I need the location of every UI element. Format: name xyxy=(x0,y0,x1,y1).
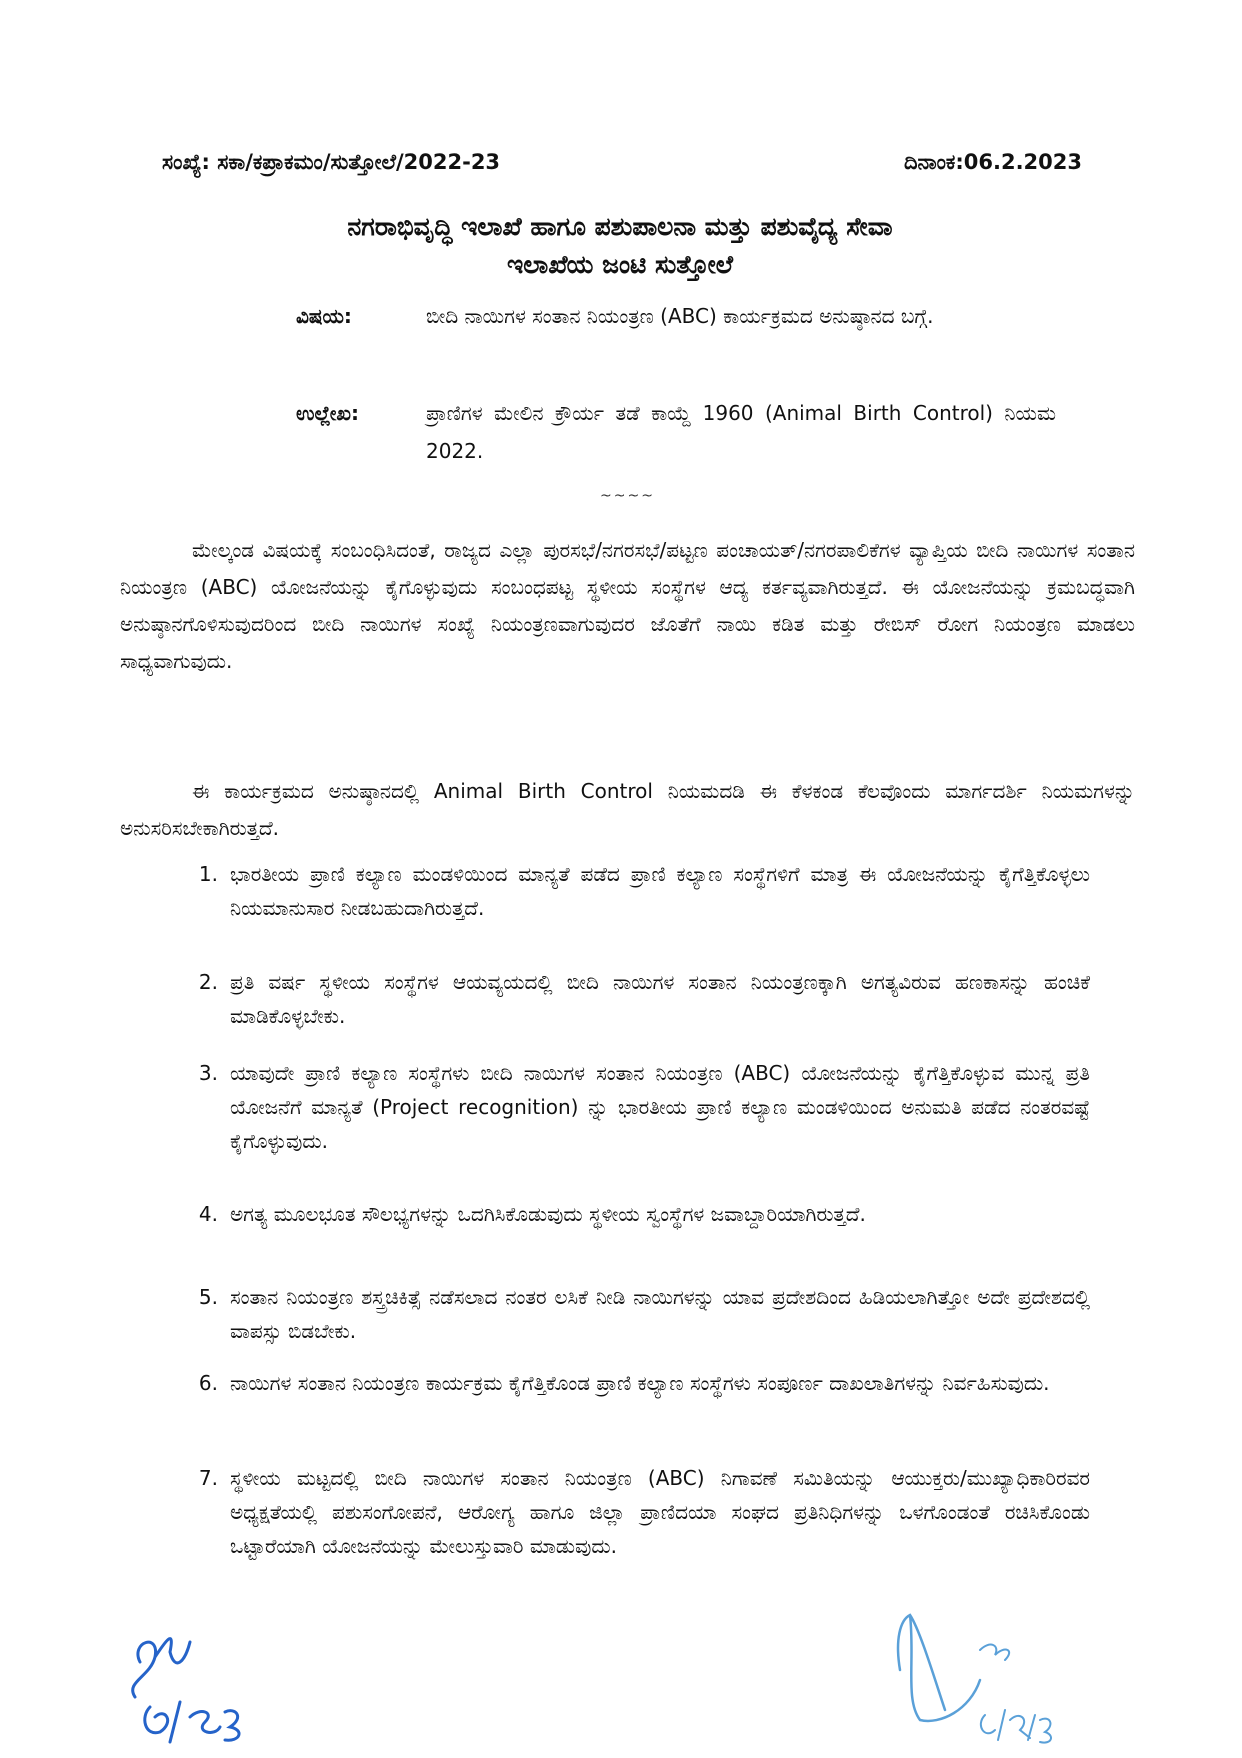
list-item-text: ಯಾವುದೇ ಪ್ರಾಣಿ ಕಲ್ಯಾಣ ಸಂಸ್ಥೆಗಳು ಬೀದಿ ನಾಯಿಗಳ ಸಂತಾನ ನಿಯಂತ್ರಣ (ABC) ಯೋಜನೆಯನ್ನು ಕೈಗೆತ್ತಿಕೊಳ್ಳುವ ಮುನ್ನ ಪ್ರತಿ ಯೋಜನೆಗೆ ಮಾನ್ಯತೆ (Project recognition) ನ್ನು ಭಾರತೀಯ ಪ್ರಾಣಿ ಕಲ್ಯಾಣ ಮಂಡಳಿಯಿಂದ ಅನುಮತಿ ಪಡೆದ ನಂತರವಷ್ಟೆ ಕೈಗೊಳ್ಳುವುದು. xyxy=(230,1061,1090,1153)
separator: ~~~~ xyxy=(600,488,655,504)
list-item-number: 5. xyxy=(198,1285,218,1309)
left-signature xyxy=(120,1622,260,1752)
circular-title xyxy=(150,208,1090,284)
reference-label: ಉಲ್ಲೇಖ: xyxy=(296,401,359,425)
paragraph-1: ಮೇಲ್ಕಂಡ ವಿಷಯಕ್ಕೆ ಸಂಬಂಧಿಸಿದಂತೆ, ರಾಜ್ಯದ ಎಲ್ಲಾ ಪುರಸಭೆ/ನಗರಸಭೆ/ಪಟ್ಟಣ ಪಂಚಾಯತ್/ನಗರಪಾಲಿಕೆಗಳ ವ್ಯಾಪ್ತಿಯ ಬೀದಿ ನಾಯಿಗಳ ಸಂತಾನ ನಿಯಂತ್ರಣ (ABC) ಯೋಜನೆಯನ್ನು ಕೈಗೊಳ್ಳುವುದು ಸಂಬಂಧಪಟ್ಟ ಸ್ಥಳೀಯ ಸಂಸ್ಥೆಗಳ ಆದ್ಯ ಕರ್ತವ್ಯವಾಗಿರುತ್ತದೆ. ಈ ಯೋಜನೆಯನ್ನು ಕ್ರಮಬದ್ಧವಾಗಿ ಅನುಷ್ಠಾನಗೊಳಿಸುವುದರಿಂದ ಬೀದಿ ನಾಯಿಗಳ ಸಂಖ್ಯೆ ನಿಯಂತ್ರಣವಾಗುವುದರ ಜೊತೆಗೆ ನಾಯಿ ಕಡಿತ ಮತ್ತು ರೇಬಿಸ್ ರೋಗ ನಿಯಂತ್ರಣ ಮಾಡಲು ಸಾಧ್ಯವಾಗುವುದು. xyxy=(120,538,1135,673)
list-item-number: 1. xyxy=(198,862,218,886)
list-item xyxy=(150,1056,1090,1158)
list-item-number: 6. xyxy=(198,1371,218,1395)
right-signature xyxy=(880,1600,1080,1750)
list-item xyxy=(150,857,1090,925)
list-item xyxy=(150,965,1090,1033)
list-item xyxy=(150,1280,1090,1348)
list-item-number: 3. xyxy=(198,1061,218,1085)
list-item xyxy=(150,1197,1090,1231)
subject-text: ಬೀದಿ ನಾಯಿಗಳ ಸಂತಾನ ನಿಯಂತ್ರಣ (ABC) ಕಾರ್ಯಕ್ರಮದ ಅನುಷ್ಠಾನದ ಬಗ್ಗೆ. xyxy=(426,304,934,328)
list-item-text: ಅಗತ್ಯ ಮೂಲಭೂತ ಸೌಲಭ್ಯಗಳನ್ನು ಒದಗಿಸಿಕೊಡುವುದು ಸ್ಥಳೀಯ ಸ್ವಂಸ್ಥೆಗಳ ಜವಾಬ್ದಾರಿಯಾಗಿರುತ್ತದೆ. xyxy=(230,1202,866,1226)
list-item xyxy=(150,1366,1090,1400)
list-item-number: 7. xyxy=(198,1466,218,1490)
reference-number: ಸಂಖ್ಯೆ: ಸಕಾ/ಕಪ್ರಾಕಮಂ/ಸುತ್ತೋಲೆ/2022-23 xyxy=(162,150,501,174)
list-item-text: ಪ್ರತಿ ವರ್ಷ ಸ್ಥಳೀಯ ಸಂಸ್ಥೆಗಳ ಆಯವ್ಯಯದಲ್ಲಿ ಬೀದಿ ನಾಯಿಗಳ ಸಂತಾನ ನಿಯಂತ್ರಣಕ್ಕಾಗಿ ಅಗತ್ಯವಿರುವ ಹಣಕಾಸನ್ನು ಹಂಚಿಕೆ ಮಾಡಿಕೊಳ್ಳಬೇಕು. xyxy=(230,970,1090,1028)
list-item-text: ಸಂತಾನ ನಿಯಂತ್ರಣ ಶಸ್ತ್ರಚಿಕಿತ್ಸೆ ನಡೆಸಲಾದ ನಂತರ ಲಸಿಕೆ ನೀಡಿ ನಾಯಿಗಳನ್ನು ಯಾವ ಪ್ರದೇಶದಿಂದ ಹಿಡಿಯಲಾಗಿತ್ತೋ ಅದೇ ಪ್ರದೇಶದಲ್ಲಿ ವಾಪಸ್ಸು ಬಿಡಬೇಕು. xyxy=(230,1285,1090,1343)
reference-block xyxy=(296,394,1056,470)
subject-block xyxy=(296,297,1056,335)
header-row xyxy=(162,150,1082,182)
reference-text: ಪ್ರಾಣಿಗಳ ಮೇಲಿನ ಕ್ರೌರ್ಯ ತಡೆ ಕಾಯ್ದೆ 1960 (Animal Birth Control) ನಿಯಮ 2022. xyxy=(426,401,1056,463)
date: ದಿನಾಂಕ:06.2.2023 xyxy=(903,150,1082,174)
list-item-text: ನಾಯಿಗಳ ಸಂತಾನ ನಿಯಂತ್ರಣ ಕಾರ್ಯಕ್ರಮ ಕೈಗೆತ್ತಿಕೊಂಡ ಪ್ರಾಣಿ ಕಲ್ಯಾಣ ಸಂಸ್ಥೆಗಳು ಸಂಪೂರ್ಣ ದಾಖಲಾತಿಗಳನ್ನು ನಿರ್ವಹಿಸುವುದು. xyxy=(230,1371,1050,1395)
list-item-text: ಭಾರತೀಯ ಪ್ರಾಣಿ ಕಲ್ಯಾಣ ಮಂಡಳಿಯಿಂದ ಮಾನ್ಯತೆ ಪಡೆದ ಪ್ರಾಣಿ ಕಲ್ಯಾಣ ಸಂಸ್ಥೆಗಳಿಗೆ ಮಾತ್ರ ಈ ಯೋಜನೆಯನ್ನು ಕೈಗೆತ್ತಿಕೊಳ್ಳಲು ನಿಯಮಾನುಸಾರ ನೀಡಬಹುದಾಗಿರುತ್ತದೆ. xyxy=(230,862,1090,920)
title-line-2: ಇಲಾಖೆಯ ಜಂಟಿ ಸುತ್ತೋಲೆ xyxy=(506,250,733,279)
paragraph-2: ಈ ಕಾರ್ಯಕ್ರಮದ ಅನುಷ್ಠಾನದಲ್ಲಿ Animal Birth Control ನಿಯಮದಡಿ ಈ ಕೆಳಕಂಡ ಕೆಲವೊಂದು ಮಾರ್ಗದರ್ಶಿ ನಿಯಮಗಳನ್ನು ಅನುಸರಿಸಬೇಕಾಗಿರುತ್ತದೆ. xyxy=(120,779,1135,840)
list-item-number: 4. xyxy=(198,1202,218,1226)
list-item xyxy=(150,1461,1090,1563)
subject-label: ವಿಷಯ: xyxy=(296,304,352,328)
title-line-1: ನಗರಾಭಿವೃದ್ಧಿ ಇಲಾಖೆ ಹಾಗೂ ಪಶುಪಾಲನಾ ಮತ್ತು ಪಶುವೈದ್ಯ ಸೇವಾ xyxy=(347,212,893,241)
list-item-text: ಸ್ಥಳೀಯ ಮಟ್ಟದಲ್ಲಿ ಬೀದಿ ನಾಯಿಗಳ ಸಂತಾನ ನಿಯಂತ್ರಣ (ABC) ನಿಗಾವಣೆ ಸಮಿತಿಯನ್ನು ಆಯುಕ್ತರು/ಮುಖ್ಯಾಧಿಕಾರಿರವರ ಅಧ್ಯಕ್ಷತೆಯಲ್ಲಿ ಪಶುಸಂಗೋಪನೆ, ಆರೋಗ್ಯ ಹಾಗೂ ಜಿಲ್ಲಾ ಪ್ರಾಣಿದಯಾ ಸಂಘದ ಪ್ರತಿನಿಧಿಗಳನ್ನು ಒಳಗೊಂಡಂತೆ ರಚಿಸಿಕೊಂಡು ಒಟ್ಟಾರೆಯಾಗಿ ಯೋಜನೆಯನ್ನು ಮೇಲುಸ್ತುವಾರಿ ಮಾಡುವುದು. xyxy=(230,1466,1090,1558)
list-item-number: 2. xyxy=(198,970,218,994)
